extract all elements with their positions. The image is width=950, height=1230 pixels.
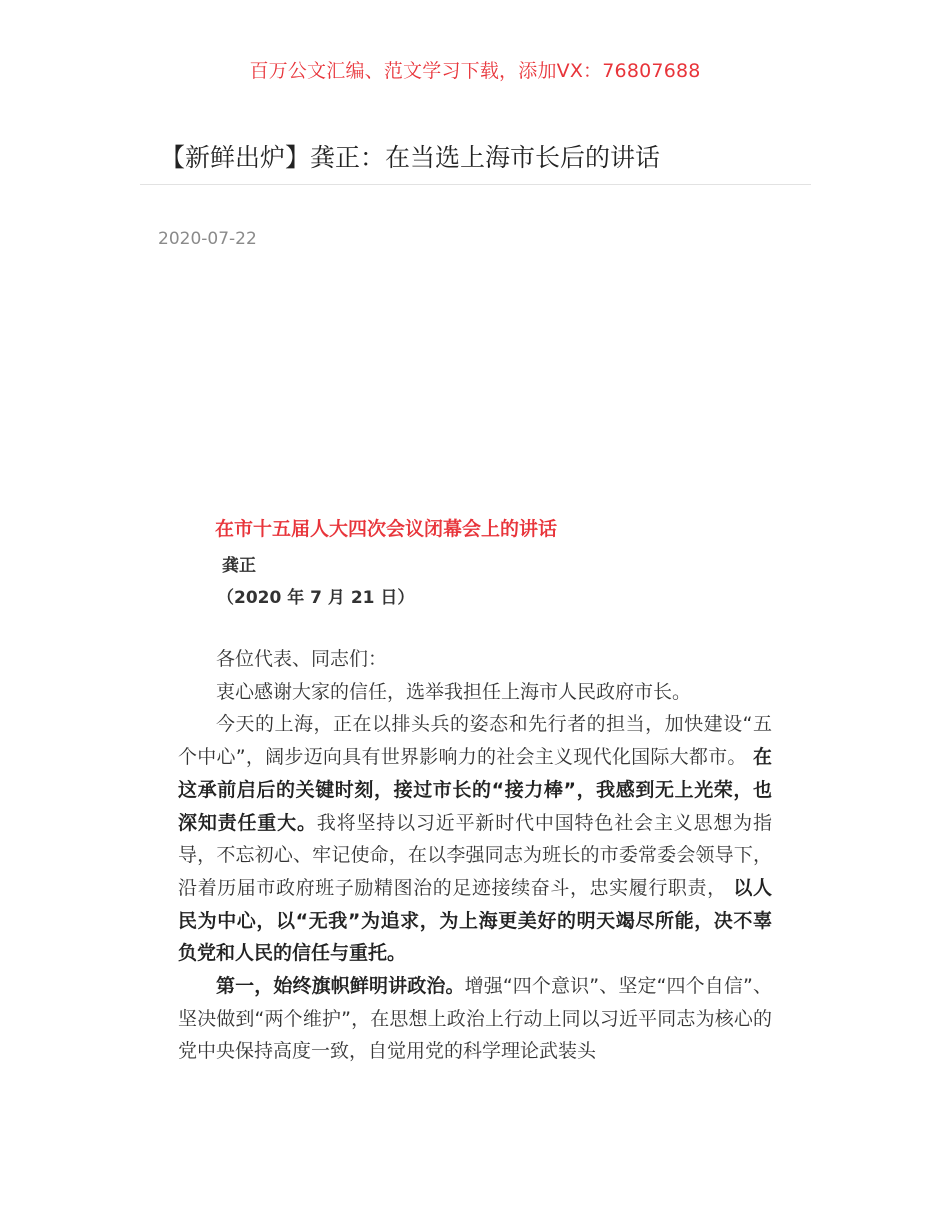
point-heading: 第一，始终旗帜鲜明讲政治。: [216, 975, 465, 998]
paragraph-text: 增强“四个意识”、坚定“四个自信”、坚决做到“两个维护”，在思想上政治上行动上同以习近平同志为核心的党中央保持高度一致，自觉用党的科学理论武装头: [178, 975, 772, 1063]
speech-date: （2020 年 7 月 21 日）: [217, 588, 415, 608]
paragraph-text: 今天的上海，正在以排头兵的姿态和先行者的担当，加快建设“五个中心”，阔步迈向具有世界影响力的社会主义现代化国际大都市。: [178, 713, 772, 769]
emphasis-text: 在这承前启后的关键时刻，接过市长的“接力棒”，我感到无上光荣，也深知责任重大。: [178, 746, 772, 834]
paragraph-first-point: [178, 970, 772, 1068]
article-date: 2020-07-22: [158, 229, 257, 249]
salutation: 各位代表、同志们：: [216, 648, 388, 670]
paragraph-thanks: 衷心感谢大家的信任，选举我担任上海市人民政府市长。: [216, 680, 692, 703]
paragraph-text: 我将坚持以习近平新时代中国特色社会主义思想为指导，不忘初心、牢记使命，在以李强同志为班长的市委常委会领导下，沿着历届市政府班子励精图治的足迹接续奋斗，忠实履行职责，: [178, 811, 772, 899]
paragraph-mission: [178, 708, 772, 970]
speaker-name: 龚正: [222, 556, 256, 576]
emphasis-text: 以人民为中心，以“无我”为追求，为上海更美好的明天竭尽所能，决不辜负党和人民的信任与重托。: [178, 876, 772, 965]
article-title: 【新鲜出炉】龚正：在当选上海市长后的讲话: [160, 143, 661, 172]
speech-title: 在市十五届人大四次会议闭幕会上的讲话: [215, 518, 558, 540]
speech-body: [178, 643, 772, 1068]
title-divider: [140, 184, 811, 185]
promo-banner: 百万公文汇编、范文学习下载，添加VX：76807688: [249, 60, 701, 82]
